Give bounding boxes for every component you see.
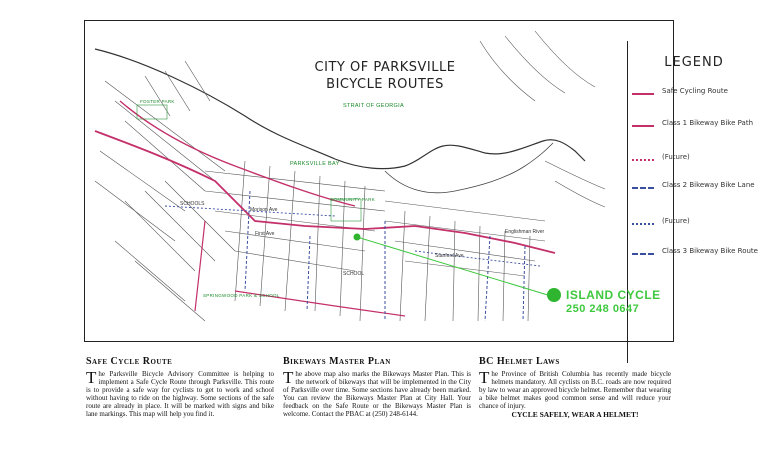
place-label-schools: SCHOOLS xyxy=(180,201,205,207)
helmet-heading: BC Helmet Laws xyxy=(479,356,560,367)
store-map-marker xyxy=(354,234,361,241)
legend-item xyxy=(632,119,760,143)
master-plan-section xyxy=(283,356,471,419)
park-label-springwood: SPRINGWOOD PARK & SCHOOL xyxy=(203,293,280,298)
place-label-stanford: Stanford Ave xyxy=(435,253,464,259)
safe-route-text: he Parksville Bicycle Advisory Committee is helping to implement a Safe Cycle Route through Parksville. This route is to provide a safe way for cyclists to get to work and school without having to ride on the highway. Some sections of the safe route are already in place. It will be marked with signs and bike lane markings. This map will help you find it. xyxy=(86,370,274,419)
safe-cycling-route xyxy=(95,131,555,253)
legend-item xyxy=(632,181,760,205)
legend-label: Class 3 Bikeway Bike Route xyxy=(662,247,758,255)
estuary-shore xyxy=(385,143,553,193)
map-legend xyxy=(627,41,759,363)
legend-item xyxy=(632,153,760,177)
legend-swatch xyxy=(632,187,654,189)
store-name: ISLAND CYCLE xyxy=(566,288,661,302)
place-label-river: Englishman River xyxy=(505,229,545,235)
map-title-line1: CITY OF PARKSVILLE xyxy=(314,60,456,75)
legend-label: Class 1 Bikeway Bike Path xyxy=(662,119,754,127)
master-plan-body xyxy=(283,370,471,419)
legend-item xyxy=(632,87,760,111)
helmet-text: he Province of British Columbia has recently made bicycle helmets mandatory. All cyclists on B.C. roads are now required by law to wear an approved bicycle helmet. Remember that wearing a bike helmet makes good common sense and will reduce your chance of injury. xyxy=(479,370,671,411)
map-title xyxy=(275,59,495,93)
class2-bike-lane xyxy=(245,191,525,321)
legend-item xyxy=(632,247,760,271)
water-label-bay: PARKSVILLE BAY xyxy=(290,161,340,167)
legend-item xyxy=(632,217,760,241)
safe-route-body xyxy=(86,370,274,419)
legend-label: (Future) xyxy=(662,153,690,161)
legend-swatch xyxy=(632,223,654,225)
legend-swatch xyxy=(632,159,654,161)
place-label-school: SCHOOL xyxy=(343,271,365,277)
place-label-first: First Ave xyxy=(255,231,275,237)
store-marker-icon xyxy=(544,285,564,305)
master-plan-text: he above map also marks the Bikeways Master Plan. This is the network of bikeways that will be implemented in the City of Parksville over time. Some sections have already been marked. You can review the Bikeways Master Plan at City Hall. Your feedback on the Safe Route or the Bikeways Master Plan is welcome. Contact the PBAC at (250) 248-6144. xyxy=(283,370,471,419)
helmet-body xyxy=(479,370,671,420)
legend-swatch xyxy=(632,93,654,95)
helmet-section xyxy=(479,356,671,420)
store-pointer-line xyxy=(357,237,551,296)
legend-label: (Future) xyxy=(662,217,690,225)
legend-swatch xyxy=(632,253,654,255)
legend-label: Class 2 Bikeway Bike Lane xyxy=(662,181,755,189)
place-label-morison: Morison Ave xyxy=(250,207,278,213)
helmet-closing: CYCLE SAFELY, WEAR A HELMET! xyxy=(511,410,639,420)
class1-bike-path xyxy=(195,221,405,316)
map-title-line2: BICYCLE ROUTES xyxy=(326,77,444,92)
master-plan-heading: Bikeways Master Plan xyxy=(283,356,391,367)
community-park-area xyxy=(331,199,361,221)
water-label-strait: STRAIT OF GEORGIA xyxy=(343,103,404,109)
helmet-dropcap: T xyxy=(479,368,490,387)
store-phone: 250 248 0647 xyxy=(566,303,640,315)
legend-title: LEGEND xyxy=(664,55,724,70)
legend-swatch xyxy=(632,125,654,127)
safe-route-section xyxy=(86,356,274,419)
park-label-community: COMMUNITY PARK xyxy=(330,197,376,202)
park-label-foster: FOSTER PARK xyxy=(140,99,175,104)
master-plan-dropcap: T xyxy=(283,368,294,387)
legend-label: Safe Cycling Route xyxy=(662,87,728,95)
safe-route-heading: Safe Cycle Route xyxy=(86,356,173,367)
safe-route-dropcap: T xyxy=(86,368,97,387)
